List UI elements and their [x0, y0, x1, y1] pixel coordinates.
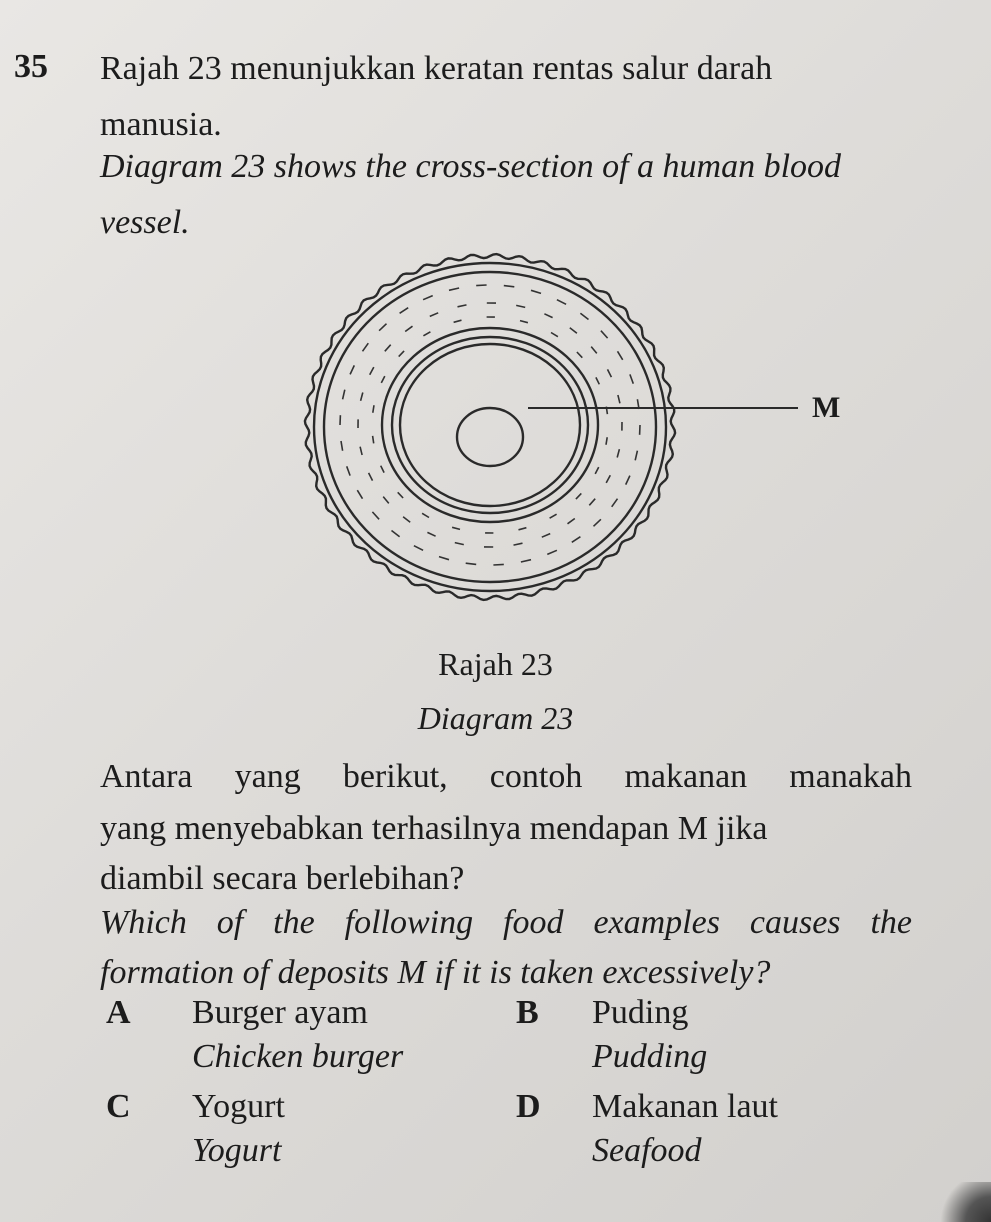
muscle-dash	[635, 451, 637, 461]
muscle-dash	[379, 324, 386, 331]
muscle-dash	[422, 513, 429, 517]
blood-vessel-cross-section-diagram	[290, 250, 810, 610]
muscle-dash	[458, 305, 467, 307]
muscle-dash	[589, 499, 595, 506]
vessel-outer-wall	[305, 254, 675, 600]
muscle-dash	[423, 332, 430, 336]
muscle-dash	[516, 305, 525, 307]
muscle-dash	[568, 519, 575, 524]
stem-ms-line-1: Rajah 23 menunjukkan keratan rentas salur darah	[100, 50, 773, 87]
vessel-inner-ring-3	[400, 344, 580, 506]
diagram-caption-en: Diagram 23	[417, 700, 574, 736]
muscle-dash	[626, 476, 630, 485]
muscle-dash	[594, 519, 601, 526]
muscle-dash	[454, 320, 462, 322]
vessel-outer-ring	[314, 263, 666, 591]
option-b-en[interactable]: Pudding	[592, 1038, 708, 1075]
muscle-dash	[398, 492, 403, 498]
muscle-dash	[612, 499, 618, 507]
prompt-ms-line-1: Antara yang berikut, contoh makanan manakah	[100, 758, 912, 795]
muscle-dash	[347, 466, 350, 475]
vessel-middle-ring	[324, 272, 656, 582]
muscle-dash	[531, 290, 541, 293]
muscle-dash	[476, 285, 486, 286]
muscle-dash	[400, 308, 409, 314]
option-a-ms[interactable]: Burger ayam	[192, 994, 368, 1031]
muscle-dash	[392, 531, 400, 537]
muscle-dash	[385, 345, 391, 352]
muscle-dash	[580, 313, 588, 319]
muscle-dash	[452, 527, 460, 529]
muscle-dash	[601, 331, 608, 338]
question-number: 35	[14, 48, 48, 85]
muscle-dash	[399, 351, 404, 357]
muscle-dash	[466, 563, 477, 564]
muscle-dash	[360, 447, 362, 455]
muscle-dash	[381, 376, 385, 383]
muscle-dash	[455, 543, 464, 545]
muscle-dash	[606, 437, 607, 445]
muscle-dash	[570, 328, 577, 333]
muscle-dash	[357, 490, 362, 499]
muscle-dash	[449, 288, 459, 290]
option-c-letter[interactable]: C	[106, 1088, 131, 1125]
muscle-dash	[504, 286, 515, 287]
muscle-dash	[551, 333, 558, 337]
muscle-dash	[550, 514, 557, 518]
muscle-dash	[617, 449, 619, 457]
prompt-en-line-2: formation of deposits M if it is taken excessively?	[100, 954, 771, 991]
muscle-dash	[630, 374, 633, 383]
muscle-dash	[439, 557, 449, 560]
option-d-en[interactable]: Seafood	[592, 1132, 702, 1169]
muscle-dash	[403, 517, 410, 522]
muscle-dash	[381, 466, 384, 473]
muscle-dash	[519, 528, 527, 530]
muscle-dash	[606, 475, 610, 483]
muscle-dash	[370, 367, 374, 375]
label-m: M	[812, 391, 841, 424]
muscle-dash	[430, 313, 438, 317]
vessel-inner-ring-1	[382, 328, 598, 522]
prompt-en-line-1: Which of the following food examples causes the	[100, 904, 912, 941]
page-shadow	[931, 1182, 991, 1222]
muscle-dash	[493, 564, 503, 565]
muscle-dash	[405, 326, 412, 331]
vessel-inner-ring-2	[392, 337, 588, 513]
muscle-dash	[361, 393, 363, 401]
prompt-ms-line-3: diambil secara berlebihan?	[100, 860, 465, 897]
muscle-dash	[618, 395, 620, 403]
muscle-dash	[544, 314, 552, 318]
option-b-ms[interactable]: Puding	[592, 994, 689, 1031]
vessel-lumen	[457, 408, 523, 466]
muscle-dash	[520, 321, 528, 323]
option-c-ms[interactable]: Yogurt	[192, 1088, 285, 1125]
muscle-dash	[521, 560, 531, 562]
muscle-dash	[363, 343, 369, 351]
muscle-dash	[414, 546, 423, 551]
muscle-dash	[595, 467, 599, 474]
muscle-dash	[341, 441, 343, 451]
muscle-dash	[547, 550, 557, 554]
option-b-letter[interactable]: B	[516, 994, 539, 1031]
muscle-dash	[591, 347, 597, 354]
muscle-dash	[427, 532, 435, 536]
muscle-dash	[373, 405, 374, 413]
stem-ms-line-2: manusia.	[100, 106, 222, 143]
muscle-dash	[576, 493, 581, 499]
muscle-dash	[343, 390, 345, 400]
muscle-dash	[577, 352, 582, 358]
muscle-dash	[423, 296, 433, 300]
stem-en-line-1: Diagram 23 shows the cross-section of a human blood	[100, 148, 842, 185]
prompt-ms-line-2: yang menyebabkan terhasilnya mendapan M jika	[100, 810, 768, 847]
stem-en-line-2: vessel.	[100, 204, 190, 241]
muscle-dash	[618, 351, 623, 360]
muscle-dash	[514, 543, 523, 545]
option-d-ms[interactable]: Makanan laut	[592, 1088, 778, 1125]
option-d-letter[interactable]: D	[516, 1088, 541, 1125]
option-a-letter[interactable]: A	[106, 994, 131, 1031]
muscle-dash	[373, 436, 374, 444]
option-c-en[interactable]: Yogurt	[192, 1132, 282, 1169]
option-a-en[interactable]: Chicken burger	[192, 1038, 404, 1075]
muscle-dash	[557, 300, 566, 305]
muscle-dash	[572, 537, 581, 543]
muscle-dash	[608, 369, 612, 377]
diagram-caption-ms: Rajah 23	[438, 646, 553, 682]
muscle-dash	[369, 473, 373, 481]
muscle-dash	[596, 377, 599, 384]
muscle-dash	[542, 534, 550, 538]
muscle-dash	[383, 497, 389, 504]
muscle-dash	[350, 365, 354, 374]
muscle-dash	[372, 512, 379, 519]
